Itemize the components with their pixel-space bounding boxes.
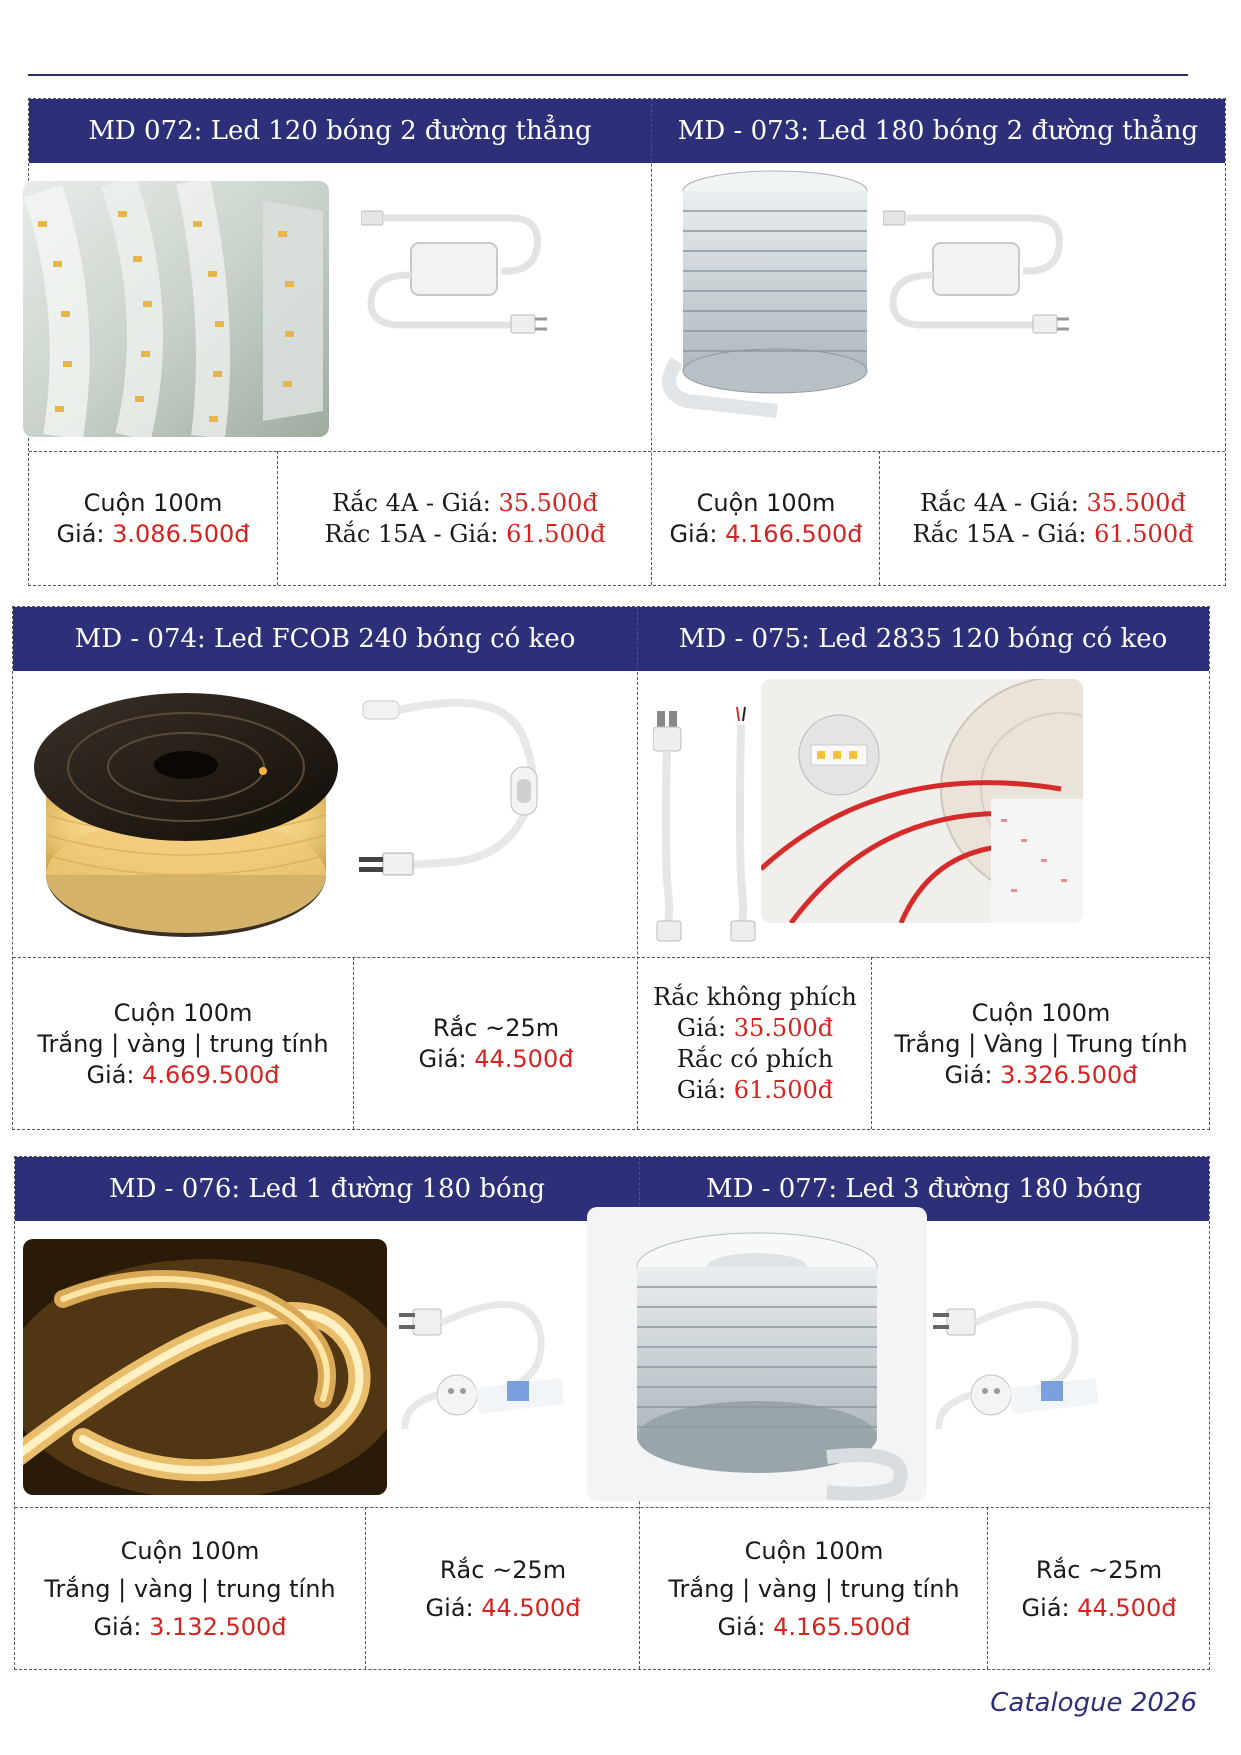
product-title: MD - 073: Led 180 bóng 2 đường thẳng (677, 116, 1199, 146)
led-strip-reel-photo (657, 161, 887, 423)
price-cell-roll (873, 959, 1209, 1129)
product-header-md076 (15, 1157, 639, 1221)
led-3-line-reel-photo (587, 1207, 927, 1501)
led-2835-reel-photo (761, 679, 1083, 923)
price-cell-roll (641, 1509, 987, 1669)
product-title: MD 072: Led 120 bóng 2 đường thẳng (88, 116, 592, 146)
product-header-md073 (651, 99, 1225, 163)
roll-price: 4.165.500đ (773, 1613, 911, 1641)
price-cell-accessory (989, 1509, 1209, 1669)
catalogue-footer: Catalogue 2026 (990, 1688, 1197, 1718)
product-row-2 (12, 606, 1210, 1130)
accessory-price-line: Giá: 44.500đ (425, 1594, 581, 1622)
led-strip-closeup-photo (23, 181, 329, 437)
product-row-1 (28, 98, 1226, 586)
price-cell-accessory (639, 959, 871, 1129)
product-row-3 (14, 1156, 1210, 1670)
roll-length: Cuộn 100m (971, 998, 1111, 1027)
accessory-price-line: Rắc 4A - Giá: 35.500đ (332, 489, 598, 517)
accessory-price-line: Rắc 4A - Giá: 35.500đ (920, 489, 1186, 517)
price-cell-roll (653, 453, 879, 585)
price-cell-accessory (355, 959, 637, 1129)
price-cell-accessory (367, 1509, 639, 1669)
price-cell-roll (29, 453, 277, 585)
product-title: MD - 077: Led 3 đường 180 bóng (705, 1174, 1143, 1204)
plug-connector-icon (393, 1279, 573, 1455)
roll-price: 4.669.500đ (142, 1060, 280, 1089)
accessory-length: Rắc ~25m (432, 1014, 560, 1042)
roll-colors: Trắng | vàng | trung tính (37, 1029, 329, 1058)
accessory-price-line: Giá: 44.500đ (418, 1045, 574, 1073)
product-header-md072 (29, 99, 651, 163)
accessory-no-plug: Rắc không phích (653, 983, 857, 1011)
accessory-length: Rắc ~25m (439, 1556, 567, 1584)
price-cell-accessory (881, 453, 1225, 585)
roll-price-line: Giá: 3.326.500đ (944, 1060, 1138, 1089)
controller-with-plug-icon (361, 203, 551, 343)
roll-price: 3.086.500đ (112, 520, 250, 548)
accessory-with-plug: Rắc có phích (676, 1045, 834, 1073)
accessory-price-line: Giá: 35.500đ (676, 1014, 834, 1042)
price-cell-roll (13, 959, 353, 1129)
accessory-length: Rắc ~25m (1035, 1556, 1163, 1584)
roll-price: 3.132.500đ (149, 1613, 287, 1641)
controller-with-plug-icon (883, 203, 1073, 343)
roll-price: 4.166.500đ (725, 520, 863, 548)
roll-price-line: Giá: 3.086.500đ (56, 520, 250, 548)
fcob-reel-photo (31, 685, 341, 949)
roll-price-line: Giá: 3.132.500đ (93, 1613, 287, 1641)
top-divider (28, 74, 1188, 76)
roll-length: Cuộn 100m (120, 1537, 260, 1565)
accessory-price-line: Giá: 44.500đ (1021, 1594, 1177, 1622)
roll-price-line: Giá: 4.166.500đ (669, 520, 863, 548)
roll-length: Cuộn 100m (113, 998, 253, 1027)
roll-colors: Trắng | vàng | trung tính (44, 1575, 336, 1603)
price-cell-roll (15, 1509, 365, 1669)
price-cell-accessory (279, 453, 651, 585)
roll-price-line: Giá: 4.165.500đ (717, 1613, 911, 1641)
roll-length: Cuộn 100m (83, 489, 223, 517)
product-title: MD - 074: Led FCOB 240 bóng có keo (74, 624, 576, 654)
accessory-price-line: Rắc 15A - Giá: 61.500đ (324, 520, 606, 548)
roll-colors: Trắng | vàng | trung tính (668, 1575, 960, 1603)
roll-colors: Trắng | Vàng | Trung tính (894, 1029, 1188, 1058)
roll-length: Cuộn 100m (696, 489, 836, 517)
product-header-md074 (13, 607, 637, 671)
roll-length: Cuộn 100m (744, 1537, 884, 1565)
connector-cable-icon (353, 667, 553, 897)
warm-led-strip-photo (23, 1239, 387, 1495)
roll-price: 3.326.500đ (1000, 1060, 1138, 1089)
product-title: MD - 075: Led 2835 120 bóng có keo (678, 624, 1168, 654)
product-header-md075 (637, 607, 1209, 671)
roll-price-line: Giá: 4.669.500đ (86, 1060, 280, 1089)
accessory-price-line: Giá: 61.500đ (676, 1076, 834, 1104)
product-title: MD - 076: Led 1 đường 180 bóng (108, 1174, 546, 1204)
plug-connector-icon (927, 1279, 1107, 1455)
accessory-price-line: Rắc 15A - Giá: 61.500đ (912, 520, 1194, 548)
